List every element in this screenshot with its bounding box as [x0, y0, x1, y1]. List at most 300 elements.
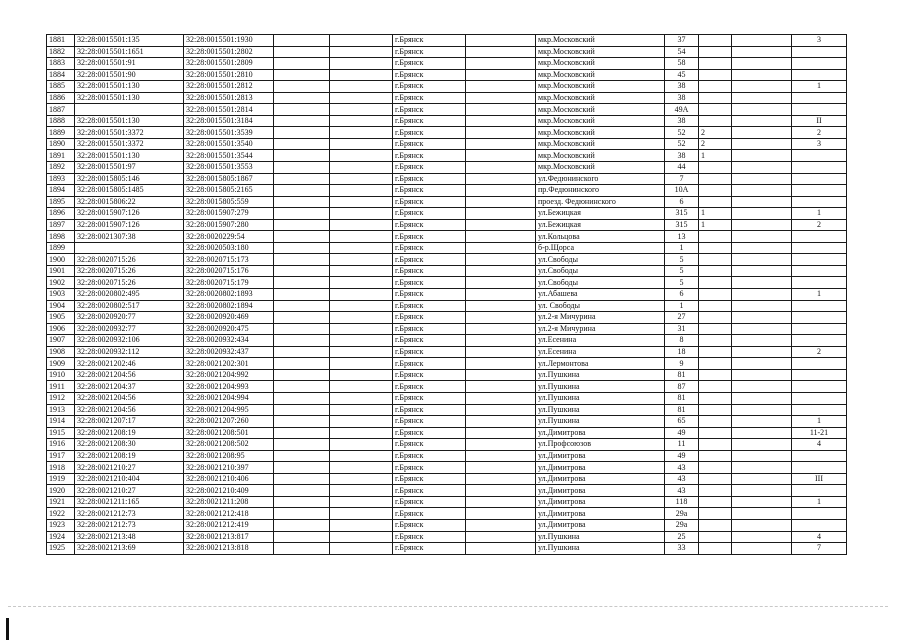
empty-cell	[732, 162, 792, 174]
cadastral-parcel-cell: 32:28:0021204:37	[75, 381, 184, 393]
street-cell: ул.Димитрова	[536, 496, 665, 508]
apartment-cell: 1	[792, 81, 847, 93]
empty-cell	[466, 519, 536, 531]
building-cell	[699, 392, 732, 404]
row-number-cell: 1887	[47, 104, 75, 116]
row-number-cell: 1919	[47, 473, 75, 485]
cadastral-object-cell: 32:28:0015501:2810	[184, 69, 274, 81]
building-cell	[699, 473, 732, 485]
building-cell	[699, 485, 732, 497]
empty-cell	[732, 543, 792, 555]
cadastral-parcel-cell: 32:28:0020932:77	[75, 323, 184, 335]
house-number-cell: 38	[665, 92, 699, 104]
empty-cell	[274, 381, 330, 393]
empty-cell	[732, 450, 792, 462]
empty-cell	[274, 162, 330, 174]
city-cell: г.Брянск	[393, 496, 466, 508]
house-number-cell: 49	[665, 450, 699, 462]
apartment-cell	[792, 381, 847, 393]
empty-cell	[732, 369, 792, 381]
apartment-cell	[792, 150, 847, 162]
table-row	[47, 312, 847, 324]
empty-cell	[330, 208, 393, 220]
empty-cell	[274, 127, 330, 139]
apartment-cell	[792, 196, 847, 208]
city-cell: г.Брянск	[393, 242, 466, 254]
empty-cell	[330, 127, 393, 139]
street-cell: мкр.Московский	[536, 115, 665, 127]
empty-cell	[466, 439, 536, 451]
empty-cell	[466, 358, 536, 370]
building-cell	[699, 381, 732, 393]
empty-cell	[330, 427, 393, 439]
city-cell: г.Брянск	[393, 231, 466, 243]
empty-cell	[330, 196, 393, 208]
table-row	[47, 508, 847, 520]
cadastral-object-cell: 32:28:0015501:3540	[184, 138, 274, 150]
cadastral-object-cell: 32:28:0015501:2802	[184, 46, 274, 58]
table-row	[47, 277, 847, 289]
apartment-cell	[792, 312, 847, 324]
empty-cell	[732, 265, 792, 277]
empty-cell	[330, 485, 393, 497]
empty-cell	[466, 496, 536, 508]
empty-cell	[330, 404, 393, 416]
apartment-cell: 1	[792, 208, 847, 220]
building-cell	[699, 519, 732, 531]
apartment-cell	[792, 104, 847, 116]
street-cell: мкр.Московский	[536, 127, 665, 139]
city-cell: г.Брянск	[393, 69, 466, 81]
building-cell	[699, 58, 732, 70]
empty-cell	[274, 323, 330, 335]
house-number-cell: 49	[665, 427, 699, 439]
empty-cell	[732, 173, 792, 185]
table-row	[47, 231, 847, 243]
house-number-cell: 43	[665, 485, 699, 497]
empty-cell	[466, 416, 536, 428]
empty-cell	[330, 531, 393, 543]
street-cell: мкр.Московский	[536, 35, 665, 47]
apartment-cell	[792, 462, 847, 474]
street-cell: ул.Пушкина	[536, 416, 665, 428]
cadastral-parcel-cell: 32:28:0015501:1651	[75, 46, 184, 58]
house-number-cell: 8	[665, 335, 699, 347]
city-cell: г.Брянск	[393, 104, 466, 116]
empty-cell	[274, 358, 330, 370]
city-cell: г.Брянск	[393, 219, 466, 231]
cadastral-object-cell: 32:28:0020802:1893	[184, 289, 274, 301]
empty-cell	[466, 58, 536, 70]
cadastral-parcel-cell: 32:28:0015501:130	[75, 92, 184, 104]
row-number-cell: 1920	[47, 485, 75, 497]
empty-cell	[274, 208, 330, 220]
empty-cell	[732, 404, 792, 416]
street-cell: ул.Димитрова	[536, 473, 665, 485]
empty-cell	[330, 58, 393, 70]
street-cell: ул.Пушкина	[536, 392, 665, 404]
empty-cell	[330, 312, 393, 324]
house-number-cell: 31	[665, 323, 699, 335]
empty-cell	[466, 81, 536, 93]
house-number-cell: 58	[665, 58, 699, 70]
row-number-cell: 1895	[47, 196, 75, 208]
cadastral-parcel-cell: 32:28:0020802:517	[75, 300, 184, 312]
apartment-cell: 11-21	[792, 427, 847, 439]
registry-table	[46, 34, 847, 555]
table-row	[47, 254, 847, 266]
street-cell: ул.Димитрова	[536, 450, 665, 462]
apartment-cell	[792, 254, 847, 266]
cadastral-parcel-cell: 32:28:0015501:90	[75, 69, 184, 81]
empty-cell	[732, 416, 792, 428]
house-number-cell: 45	[665, 69, 699, 81]
city-cell: г.Брянск	[393, 92, 466, 104]
building-cell	[699, 115, 732, 127]
cadastral-parcel-cell: 32:28:0015907:126	[75, 208, 184, 220]
table-row	[47, 115, 847, 127]
cadastral-object-cell: 32:28:0021204:995	[184, 404, 274, 416]
cadastral-object-cell: 32:28:0021210:409	[184, 485, 274, 497]
table-row	[47, 439, 847, 451]
empty-cell	[274, 496, 330, 508]
city-cell: г.Брянск	[393, 289, 466, 301]
empty-cell	[466, 300, 536, 312]
empty-cell	[466, 312, 536, 324]
scan-artifact-mark	[6, 618, 9, 640]
cadastral-parcel-cell: 32:28:0020715:26	[75, 265, 184, 277]
empty-cell	[330, 46, 393, 58]
apartment-cell	[792, 358, 847, 370]
city-cell: г.Брянск	[393, 369, 466, 381]
empty-cell	[732, 104, 792, 116]
apartment-cell	[792, 173, 847, 185]
cadastral-object-cell: 32:28:0015501:2809	[184, 58, 274, 70]
table-row	[47, 58, 847, 70]
apartment-cell: 2	[792, 219, 847, 231]
cadastral-object-cell: 32:28:0015501:1930	[184, 35, 274, 47]
row-number-cell: 1897	[47, 219, 75, 231]
cadastral-object-cell: 32:28:0015907:279	[184, 208, 274, 220]
empty-cell	[466, 381, 536, 393]
table-row	[47, 127, 847, 139]
city-cell: г.Брянск	[393, 519, 466, 531]
cadastral-parcel-cell: 32:28:0021208:19	[75, 450, 184, 462]
empty-cell	[732, 462, 792, 474]
empty-cell	[466, 323, 536, 335]
building-cell	[699, 496, 732, 508]
apartment-cell	[792, 242, 847, 254]
cadastral-object-cell: 32:28:0021210:397	[184, 462, 274, 474]
cadastral-object-cell: 32:28:0021204:992	[184, 369, 274, 381]
empty-cell	[732, 69, 792, 81]
empty-cell	[274, 300, 330, 312]
apartment-cell	[792, 162, 847, 174]
street-cell: ул.2-я Мичурина	[536, 323, 665, 335]
building-cell	[699, 254, 732, 266]
house-number-cell: 18	[665, 346, 699, 358]
empty-cell	[274, 254, 330, 266]
apartment-cell	[792, 519, 847, 531]
cadastral-parcel-cell: 32:28:0021204:56	[75, 392, 184, 404]
empty-cell	[274, 508, 330, 520]
empty-cell	[330, 392, 393, 404]
building-cell	[699, 450, 732, 462]
cadastral-parcel-cell: 32:28:0015501:130	[75, 150, 184, 162]
empty-cell	[466, 404, 536, 416]
apartment-cell: 3	[792, 35, 847, 47]
row-number-cell: 1915	[47, 427, 75, 439]
table-row	[47, 381, 847, 393]
empty-cell	[466, 531, 536, 543]
empty-cell	[466, 208, 536, 220]
empty-cell	[274, 485, 330, 497]
cadastral-parcel-cell: 32:28:0021204:56	[75, 369, 184, 381]
row-number-cell: 1902	[47, 277, 75, 289]
cadastral-object-cell: 32:28:0020715:179	[184, 277, 274, 289]
cadastral-parcel-cell	[75, 242, 184, 254]
house-number-cell: 38	[665, 150, 699, 162]
empty-cell	[330, 69, 393, 81]
street-cell: ул.2-я Мичурина	[536, 312, 665, 324]
empty-cell	[330, 150, 393, 162]
empty-cell	[732, 277, 792, 289]
city-cell: г.Брянск	[393, 127, 466, 139]
empty-cell	[274, 46, 330, 58]
building-cell	[699, 92, 732, 104]
empty-cell	[732, 508, 792, 520]
cadastral-object-cell: 32:28:0021204:994	[184, 392, 274, 404]
empty-cell	[274, 392, 330, 404]
empty-cell	[274, 450, 330, 462]
street-cell: ул.Свободы	[536, 265, 665, 277]
street-cell: ул.Димитрова	[536, 462, 665, 474]
building-cell	[699, 104, 732, 116]
cadastral-object-cell: 32:28:0020802:1894	[184, 300, 274, 312]
empty-cell	[274, 185, 330, 197]
cadastral-parcel-cell: 32:28:0020932:112	[75, 346, 184, 358]
city-cell: г.Брянск	[393, 531, 466, 543]
empty-cell	[732, 346, 792, 358]
cadastral-parcel-cell: 32:28:0021210:27	[75, 462, 184, 474]
building-cell	[699, 46, 732, 58]
empty-cell	[466, 485, 536, 497]
building-cell	[699, 416, 732, 428]
city-cell: г.Брянск	[393, 404, 466, 416]
house-number-cell: 6	[665, 196, 699, 208]
empty-cell	[466, 35, 536, 47]
building-cell	[699, 462, 732, 474]
empty-cell	[466, 127, 536, 139]
row-number-cell: 1892	[47, 162, 75, 174]
empty-cell	[330, 138, 393, 150]
empty-cell	[732, 58, 792, 70]
empty-cell	[732, 312, 792, 324]
street-cell: мкр.Московский	[536, 104, 665, 116]
empty-cell	[330, 346, 393, 358]
table-row	[47, 346, 847, 358]
apartment-cell	[792, 265, 847, 277]
house-number-cell: 37	[665, 35, 699, 47]
apartment-cell: 1	[792, 289, 847, 301]
row-number-cell: 1898	[47, 231, 75, 243]
empty-cell	[732, 439, 792, 451]
empty-cell	[466, 254, 536, 266]
cadastral-parcel-cell: 32:28:0015501:91	[75, 58, 184, 70]
empty-cell	[274, 104, 330, 116]
street-cell: ул.Кольцова	[536, 231, 665, 243]
building-cell: 1	[699, 150, 732, 162]
street-cell: ул.Свободы	[536, 254, 665, 266]
building-cell: 1	[699, 219, 732, 231]
cadastral-object-cell: 32:28:0015501:3184	[184, 115, 274, 127]
apartment-cell	[792, 335, 847, 347]
cadastral-object-cell: 32:28:0021208:95	[184, 450, 274, 462]
table-row	[47, 150, 847, 162]
table-row	[47, 173, 847, 185]
empty-cell	[466, 231, 536, 243]
empty-cell	[274, 81, 330, 93]
building-cell	[699, 300, 732, 312]
empty-cell	[466, 185, 536, 197]
empty-cell	[466, 46, 536, 58]
empty-cell	[330, 92, 393, 104]
cadastral-object-cell: 32:28:0021208:502	[184, 439, 274, 451]
apartment-cell	[792, 300, 847, 312]
empty-cell	[330, 335, 393, 347]
building-cell	[699, 81, 732, 93]
city-cell: г.Брянск	[393, 335, 466, 347]
empty-cell	[466, 115, 536, 127]
empty-cell	[466, 219, 536, 231]
street-cell: мкр.Московский	[536, 81, 665, 93]
cadastral-object-cell: 32:28:0020503:180	[184, 242, 274, 254]
row-number-cell: 1912	[47, 392, 75, 404]
apartment-cell: 7	[792, 543, 847, 555]
house-number-cell: 315	[665, 208, 699, 220]
cadastral-parcel-cell: 32:28:0021213:48	[75, 531, 184, 543]
empty-cell	[732, 196, 792, 208]
row-number-cell: 1896	[47, 208, 75, 220]
row-number-cell: 1913	[47, 404, 75, 416]
empty-cell	[466, 450, 536, 462]
city-cell: г.Брянск	[393, 185, 466, 197]
building-cell: 1	[699, 208, 732, 220]
row-number-cell: 1911	[47, 381, 75, 393]
document-sheet	[46, 34, 846, 555]
city-cell: г.Брянск	[393, 427, 466, 439]
table-row	[47, 531, 847, 543]
cadastral-object-cell: 32:28:0021213:817	[184, 531, 274, 543]
apartment-cell: II	[792, 115, 847, 127]
empty-cell	[466, 196, 536, 208]
row-number-cell: 1922	[47, 508, 75, 520]
building-cell	[699, 439, 732, 451]
cadastral-object-cell: 32:28:0021204:993	[184, 381, 274, 393]
apartment-cell	[792, 323, 847, 335]
row-number-cell: 1883	[47, 58, 75, 70]
empty-cell	[274, 150, 330, 162]
empty-cell	[330, 173, 393, 185]
empty-cell	[466, 277, 536, 289]
city-cell: г.Брянск	[393, 312, 466, 324]
house-number-cell: 29а	[665, 519, 699, 531]
empty-cell	[466, 462, 536, 474]
table-row	[47, 242, 847, 254]
empty-cell	[732, 381, 792, 393]
table-row	[47, 289, 847, 301]
building-cell	[699, 404, 732, 416]
empty-cell	[330, 81, 393, 93]
empty-cell	[274, 462, 330, 474]
row-number-cell: 1893	[47, 173, 75, 185]
city-cell: г.Брянск	[393, 196, 466, 208]
empty-cell	[732, 150, 792, 162]
street-cell: ул.Димитрова	[536, 519, 665, 531]
empty-cell	[466, 69, 536, 81]
house-number-cell: 52	[665, 138, 699, 150]
empty-cell	[274, 289, 330, 301]
building-cell	[699, 69, 732, 81]
cadastral-object-cell: 32:28:0020920:469	[184, 312, 274, 324]
apartment-cell	[792, 46, 847, 58]
cadastral-parcel-cell: 32:28:0021213:69	[75, 543, 184, 555]
city-cell: г.Брянск	[393, 450, 466, 462]
cadastral-parcel-cell: 32:28:0020802:495	[75, 289, 184, 301]
empty-cell	[274, 219, 330, 231]
empty-cell	[466, 346, 536, 358]
empty-cell	[330, 115, 393, 127]
cadastral-parcel-cell: 32:28:0021212:73	[75, 519, 184, 531]
empty-cell	[330, 185, 393, 197]
row-number-cell: 1900	[47, 254, 75, 266]
apartment-cell	[792, 485, 847, 497]
street-cell: ул.Димитрова	[536, 508, 665, 520]
empty-cell	[330, 254, 393, 266]
empty-cell	[466, 173, 536, 185]
building-cell	[699, 196, 732, 208]
street-cell: ул.Абашева	[536, 289, 665, 301]
empty-cell	[466, 508, 536, 520]
empty-cell	[732, 335, 792, 347]
house-number-cell: 13	[665, 231, 699, 243]
street-cell: мкр.Московский	[536, 69, 665, 81]
house-number-cell: 81	[665, 392, 699, 404]
empty-cell	[732, 242, 792, 254]
empty-cell	[274, 277, 330, 289]
empty-cell	[466, 242, 536, 254]
registry-rows	[47, 35, 847, 555]
empty-cell	[330, 462, 393, 474]
empty-cell	[466, 543, 536, 555]
building-cell	[699, 265, 732, 277]
cadastral-parcel-cell: 32:28:0021211:165	[75, 496, 184, 508]
empty-cell	[274, 138, 330, 150]
house-number-cell: 81	[665, 404, 699, 416]
street-cell: ул.Свободы	[536, 277, 665, 289]
empty-cell	[732, 219, 792, 231]
table-row	[47, 185, 847, 197]
building-cell	[699, 185, 732, 197]
empty-cell	[330, 300, 393, 312]
empty-cell	[732, 35, 792, 47]
street-cell: ул.Димитрова	[536, 427, 665, 439]
empty-cell	[732, 323, 792, 335]
cadastral-object-cell: 32:28:0021207:260	[184, 416, 274, 428]
street-cell: ул.Пушкина	[536, 381, 665, 393]
table-row	[47, 35, 847, 47]
row-number-cell: 1882	[47, 46, 75, 58]
